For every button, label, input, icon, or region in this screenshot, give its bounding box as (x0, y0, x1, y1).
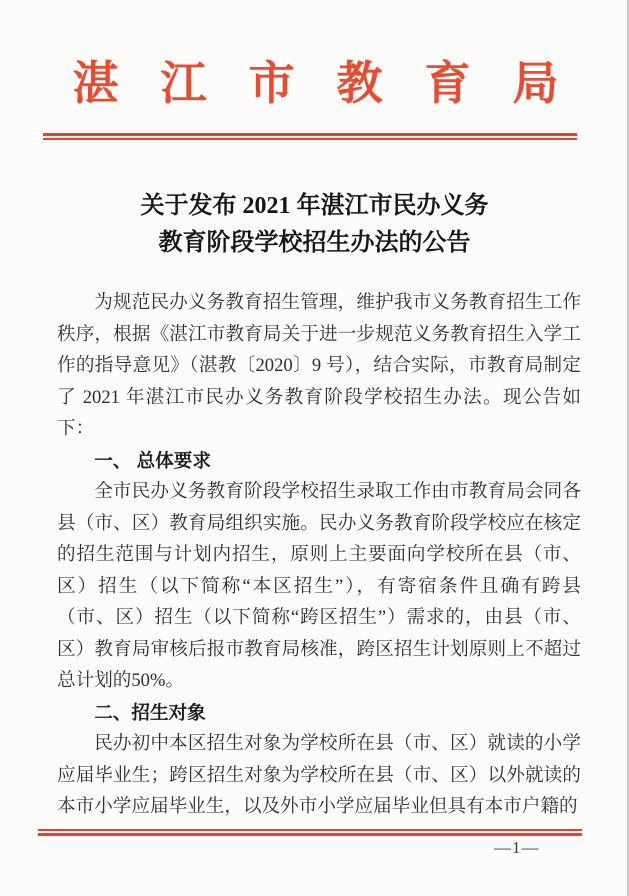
section-heading-overall-requirements: 一、 总体要求 (94, 449, 211, 471)
footer-rule (38, 829, 582, 836)
paragraph-intro: 为规范民办义务教育招生管理，维护我市义务教育招生工作秩序，根据《湛江市教育局关于进一步规范义务教育招生入学工作的指导意见》（湛教〔2020〕9 号），结合实际，市教育局制定了 2021 年湛江市民办义务教育阶段学校招生办法。现公告如下： (57, 292, 581, 439)
paragraph-overall-requirements: 全市民办义务教育阶段学校招生录取工作由市教育局会同各县（市、区）教育局组织实施。民办义务教育阶段学校应在核定的招生范围与计划内招生，原则上主要面向学校所在县（市、区）招生（以下简称“本区招生”），有寄宿条件且确有跨县（市、区）招生（以下简称“跨区招生”）需求的，由县（市、区）教育局审核后报市教育局核准，跨区招生计划原则上不超过总计划的50%。 (57, 481, 581, 691)
paragraph-enrollment-targets: 民办初中本区招生对象为学校所在县（市、区）就读的小学应届毕业生；跨区招生对象为学校所在县（市、区）以外就读的本市小学应届毕业生，以及外市小学应届毕业但具有本市户籍的 (57, 733, 581, 817)
doc-title-line-2: 教育阶段学校招生办法的公告 (158, 230, 471, 256)
doc-title (0, 188, 629, 262)
page-number: —1— (494, 838, 540, 857)
letterhead-org-name: 湛江市教育局 (72, 58, 601, 109)
letterhead-rule (43, 133, 577, 140)
doc-title-line-1: 关于发布 2021 年湛江市民办义务 (140, 193, 489, 219)
doc-body (57, 287, 581, 823)
section-heading-enrollment-targets: 二、招生对象 (94, 701, 206, 723)
